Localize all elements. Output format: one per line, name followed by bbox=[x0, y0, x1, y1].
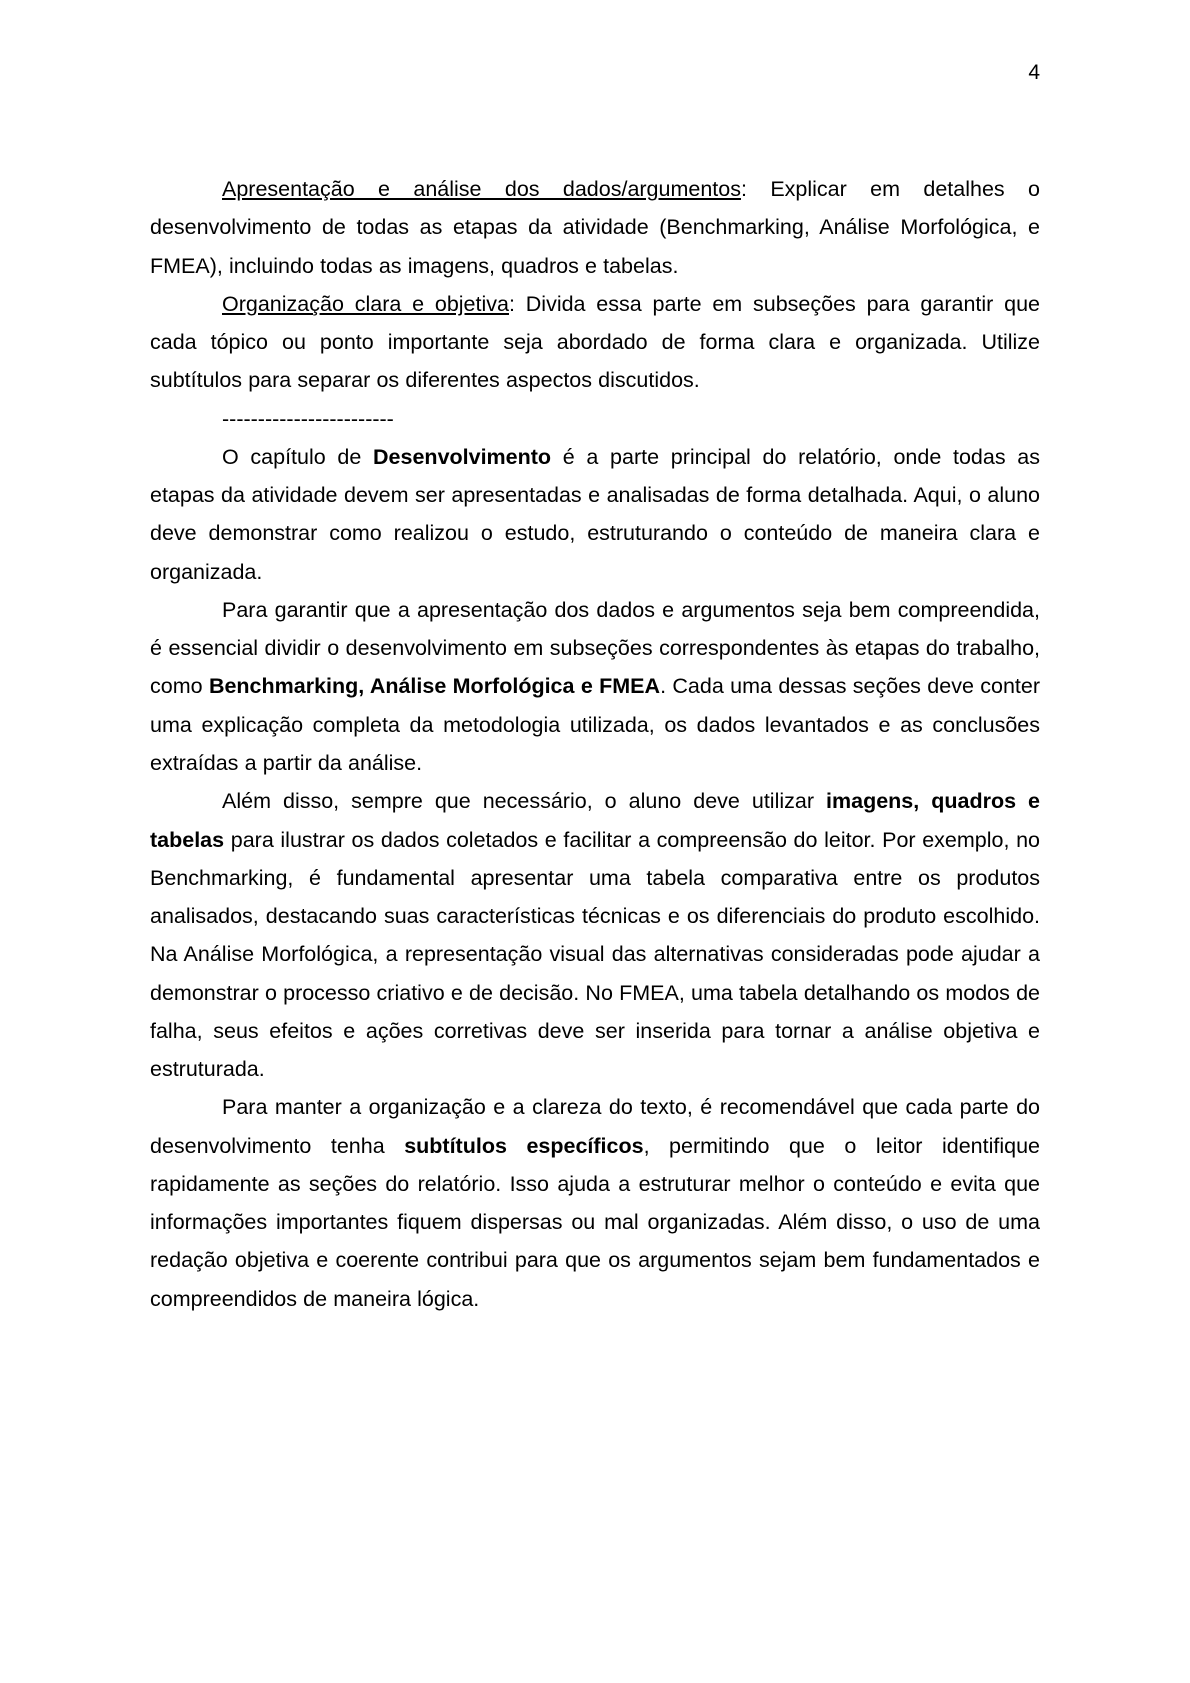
segment-bold: Benchmarking, Análise Morfológica e FMEA bbox=[208, 674, 661, 699]
segment-text: para ilustrar os dados coletados e facilitar a compreensão do leitor. Por exemplo, no Benchmarking, é fundamental apresentar uma tabela comparativa entre os produtos analisados, destacando suas características técnicas e os diferenciais do produto escolhido. Na Análise Morfológica, a representação visual das alternativas consideradas pode ajudar a demonstrar o processo criativo e de decisão. No FMEA, uma tabela detalhando os modos de falha, seus efeitos e ações corretivas deve ser inserida para tornar a análise objetiva e estruturada. bbox=[150, 827, 1040, 1082]
segment-text: . Cada uma dessas seções deve conter uma explicação completa da metodologia utilizada, os dados levantados e as conclusões extraídas a partir da análise. bbox=[150, 674, 1041, 775]
page-number: 4 bbox=[1028, 61, 1040, 84]
segment-bold: Desenvolvimento bbox=[373, 444, 552, 469]
paragraph-lead-underlined-1: Apresentação e análise dos dados/argumentos bbox=[222, 177, 741, 201]
segment-text: Para garantir que a apresentação dos dados e argumentos seja bem compreendida, é essencial dividir o desenvolvimento em subseções correspondentes às etapas do trabalho, como bbox=[150, 597, 1040, 699]
segment-text: , permitindo que o leitor identifique rapidamente as seções do relatório. Isso ajuda a estruturar melhor o conteúdo e evita que informações importantes fiquem dispersas ou mal organizadas. Além disso, o uso de uma redação objetiva e coerente contribui para que os argumentos sejam bem fundamentados e compreendidos de maneira lógica. bbox=[150, 1133, 1040, 1311]
paragraph-text-1: : Explicar em detalhes o desenvolvimento de todas as etapas da atividade (Benchmarking, Análise Morfológica, e FMEA), incluindo todas as imagens, quadros e tabelas. bbox=[150, 177, 1040, 278]
paragraph-lead-underlined-2: Organização clara e objetiva bbox=[222, 291, 509, 316]
paragraph-subsecoes bbox=[150, 591, 1040, 782]
paragraph-apresentacao bbox=[150, 170, 1040, 285]
segment-bold: subtítulos específicos bbox=[404, 1133, 644, 1158]
segment-text: é a parte principal do relatório, onde todas as etapas da atividade devem ser apresentadas e analisadas de forma detalhada. Aqui, o aluno deve demonstrar como realizou o estudo, estruturando o conteúdo de maneira clara e organizada. bbox=[150, 444, 1040, 584]
paragraph-capitulo-desenvolvimento bbox=[150, 438, 1040, 591]
paragraph-organizacao bbox=[150, 285, 1040, 400]
paragraph-imagens-quadros-tabelas bbox=[150, 782, 1040, 1088]
segment-text: Para manter a organização e a clareza do texto, é recomendável que cada parte do desenvolvimento tenha bbox=[150, 1095, 1040, 1158]
segment-bold: imagens, quadros e tabelas bbox=[150, 789, 1040, 852]
paragraph-divider: ------------------------ bbox=[222, 406, 394, 431]
document-body bbox=[150, 170, 1040, 1318]
segment-text: O capítulo de bbox=[222, 444, 374, 469]
paragraph-subtitulos-especificos bbox=[150, 1088, 1040, 1318]
segment-text: Além disso, sempre que necessário, o aluno deve utilizar bbox=[222, 789, 827, 814]
paragraph-text-2: : Divida essa parte em subseções para garantir que cada tópico ou ponto importante seja abordado de forma clara e organizada. Utilize subtítulos para separar os diferentes aspectos discutidos. bbox=[150, 291, 1040, 393]
